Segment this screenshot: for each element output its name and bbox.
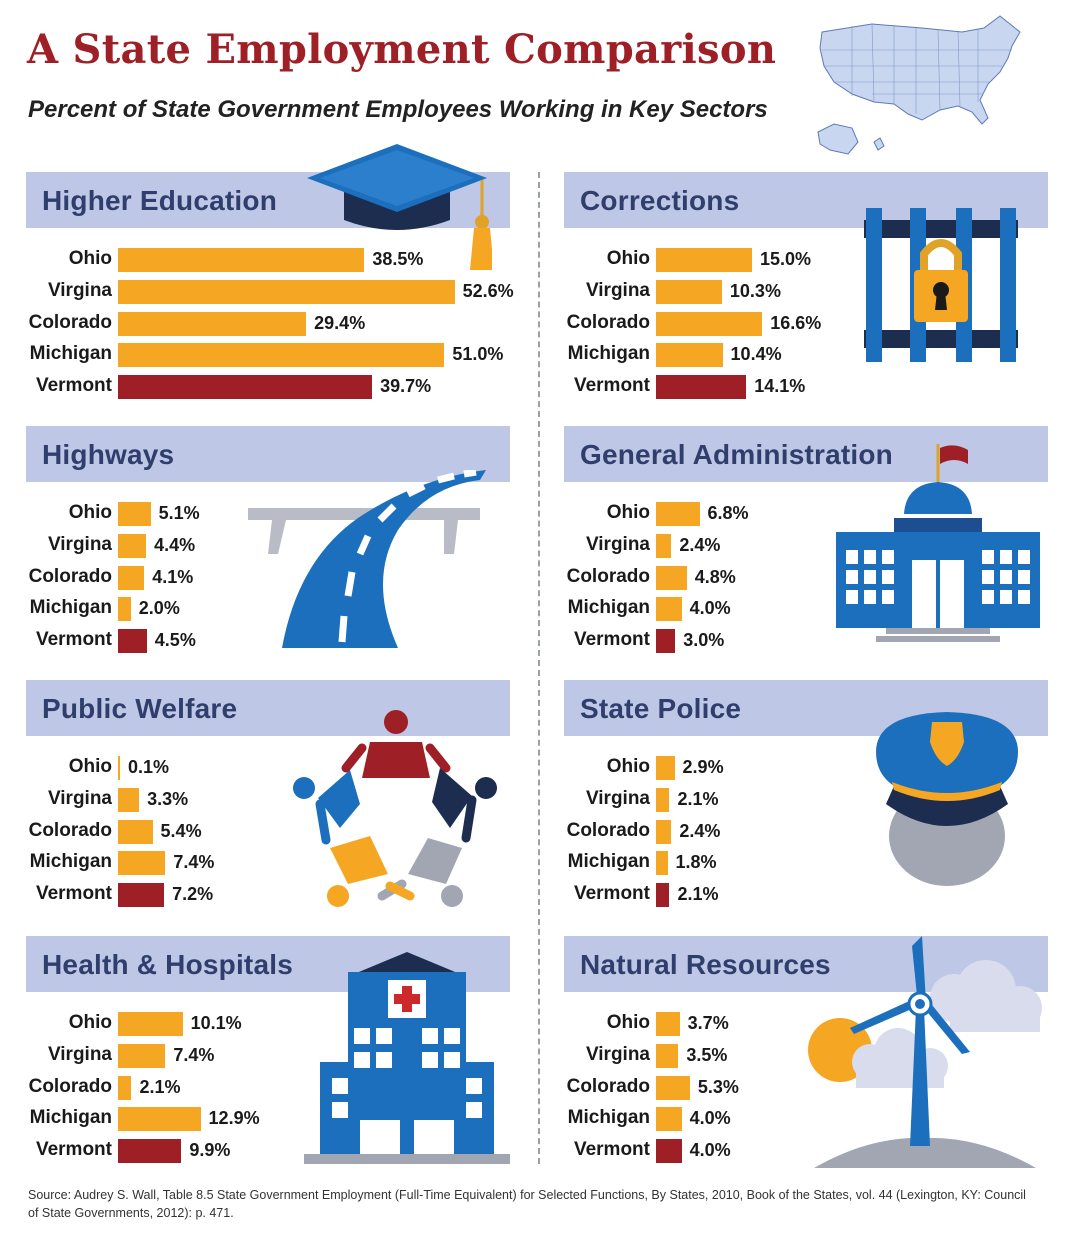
data-label: 5.4% [160, 821, 202, 841]
data-label: 3.7% [687, 1013, 729, 1033]
us-map-icon [812, 14, 1032, 164]
page-title: A State Employment Comparison [27, 26, 777, 73]
data-label: 2.4% [679, 535, 721, 555]
data-label: 4.4% [154, 535, 196, 555]
data-label: 4.8% [694, 567, 736, 587]
category-label: Colorado [566, 820, 650, 841]
bar [118, 820, 153, 844]
panel-title: Public Welfare [42, 693, 238, 724]
bar [118, 502, 151, 526]
category-label: Ohio [68, 756, 112, 777]
police-hat-icon [872, 708, 1022, 886]
bar [118, 597, 131, 621]
capitol-building-icon [836, 440, 1040, 648]
column-divider [538, 172, 540, 1164]
panel-higher-education [26, 172, 514, 404]
category-label: Michigan [29, 1107, 112, 1128]
category-label: Virgina [47, 1044, 112, 1065]
bar [656, 1012, 680, 1036]
category-label: Vermont [35, 1139, 112, 1160]
bar [118, 375, 372, 399]
category-label: Michigan [567, 343, 650, 364]
data-label: 10.4% [730, 344, 782, 364]
people-circle-icon [290, 708, 502, 912]
category-label: Vermont [35, 375, 112, 396]
bar-row [26, 276, 514, 306]
category-label: Michigan [567, 597, 650, 618]
data-label: 16.6% [770, 313, 822, 333]
graduation-cap-icon [302, 144, 492, 278]
bar [656, 312, 762, 336]
bar [656, 343, 723, 367]
panel-state-police [564, 680, 1048, 912]
category-label: Vermont [35, 883, 112, 904]
data-label: 39.7% [380, 376, 432, 396]
category-label: Colorado [566, 1076, 650, 1097]
panel-natural-resources [564, 936, 1048, 1168]
data-label: 4.0% [689, 1140, 731, 1160]
bar [118, 788, 139, 812]
panel-general-administration [564, 426, 1048, 658]
bar [118, 312, 306, 336]
bar [656, 248, 752, 272]
bar [118, 883, 164, 907]
panel-title: Higher Education [42, 185, 277, 216]
category-label: Colorado [28, 820, 112, 841]
category-label: Michigan [567, 851, 650, 872]
data-label: 2.0% [138, 598, 180, 618]
wind-turbine-icon [800, 936, 1048, 1168]
bar [656, 1044, 678, 1068]
category-label: Colorado [28, 312, 112, 333]
category-label: Ohio [68, 1012, 112, 1033]
bar [656, 597, 682, 621]
data-label: 4.5% [154, 630, 196, 650]
data-label: 38.5% [372, 249, 424, 269]
data-label: 52.6% [462, 281, 514, 301]
bar-row [26, 308, 510, 338]
data-label: 3.0% [683, 630, 725, 650]
category-label: Vermont [35, 629, 112, 650]
source-note: Source: Audrey S. Wall, Table 8.5 State Government Employment (Full-Time Equivalent) for Selected Functions, By States, 2010, Book of the States, vol. 44 (Lexington, KY: Council of State Governments, 2012): p. 471. [28, 1188, 1026, 1220]
category-label: Colorado [28, 566, 112, 587]
bar [656, 1107, 682, 1131]
category-label: Ohio [68, 248, 112, 269]
data-label: 2.9% [682, 757, 724, 777]
category-label: Colorado [566, 312, 650, 333]
bar [118, 280, 455, 304]
category-label: Virgina [585, 1044, 650, 1065]
bar [656, 756, 675, 780]
bar [656, 280, 722, 304]
category-label: Virgina [47, 534, 112, 555]
data-label: 4.1% [152, 567, 194, 587]
data-label: 3.5% [686, 1045, 728, 1065]
category-label: Vermont [573, 1139, 650, 1160]
data-label: 7.2% [172, 884, 214, 904]
category-label: Michigan [567, 1107, 650, 1128]
panel-title: Natural Resources [580, 949, 831, 980]
data-label: 29.4% [314, 313, 366, 333]
category-label: Colorado [566, 566, 650, 587]
bar [118, 1107, 201, 1131]
bar [656, 534, 671, 558]
bar-row [564, 371, 1048, 401]
category-label: Ohio [606, 502, 650, 523]
category-label: Michigan [29, 851, 112, 872]
data-label: 1.8% [675, 852, 717, 872]
bar [656, 566, 687, 590]
data-label: 4.0% [689, 1108, 731, 1128]
bar-row [26, 339, 510, 369]
bar [118, 756, 120, 780]
bar [656, 820, 671, 844]
bar [118, 534, 146, 558]
data-label: 0.1% [128, 757, 170, 777]
panel-corrections [564, 172, 1048, 404]
hospital-building-icon [304, 952, 510, 1164]
category-label: Michigan [29, 343, 112, 364]
data-label: 9.9% [189, 1140, 231, 1160]
panel-highways [26, 426, 510, 658]
category-label: Virgina [47, 788, 112, 809]
page-subtitle: Percent of State Government Employees Working in Key Sectors [28, 96, 768, 123]
bar [656, 1076, 690, 1100]
bar [118, 343, 444, 367]
panel-public-welfare [26, 680, 510, 912]
data-label: 12.9% [208, 1108, 260, 1128]
data-label: 2.1% [139, 1077, 181, 1097]
category-label: Michigan [29, 597, 112, 618]
category-label: Ohio [606, 1012, 650, 1033]
category-label: Virgina [47, 280, 112, 301]
panel-title: Highways [42, 439, 175, 470]
bar [656, 788, 669, 812]
data-label: 5.3% [697, 1077, 739, 1097]
bar [118, 566, 144, 590]
bar [656, 883, 669, 907]
category-label: Virgina [585, 534, 650, 555]
bar [118, 629, 147, 653]
highway-road-icon [248, 470, 510, 648]
panel-title: Health & Hospitals [42, 949, 293, 980]
data-label: 14.1% [754, 376, 806, 396]
bar [118, 851, 165, 875]
bar [118, 1139, 181, 1163]
category-label: Colorado [28, 1076, 112, 1097]
data-label: 4.0% [689, 598, 731, 618]
category-label: Virgina [585, 280, 650, 301]
panel-title: State Police [580, 693, 742, 724]
bar [118, 1012, 183, 1036]
bar-row [26, 371, 510, 401]
panel-title: General Administration [580, 439, 893, 470]
bar [656, 502, 700, 526]
data-label: 51.0% [452, 344, 504, 364]
jail-bars-lock-icon [864, 208, 1018, 364]
data-label: 15.0% [760, 249, 812, 269]
bar [118, 1044, 165, 1068]
bar [656, 375, 746, 399]
data-label: 3.3% [147, 789, 189, 809]
data-label: 2.1% [677, 884, 719, 904]
category-label: Ohio [68, 502, 112, 523]
bar [656, 629, 675, 653]
bar [656, 851, 668, 875]
data-label: 10.3% [729, 281, 781, 301]
bar [118, 1076, 131, 1100]
panel-health-and-hospitals [26, 936, 510, 1168]
data-label: 6.8% [707, 503, 749, 523]
data-label: 10.1% [190, 1013, 242, 1033]
category-label: Vermont [573, 375, 650, 396]
data-label: 5.1% [158, 503, 200, 523]
data-label: 7.4% [173, 1045, 215, 1065]
category-label: Ohio [606, 756, 650, 777]
category-label: Ohio [606, 248, 650, 269]
data-label: 7.4% [173, 852, 215, 872]
data-label: 2.1% [677, 789, 719, 809]
category-label: Vermont [573, 883, 650, 904]
category-label: Vermont [573, 629, 650, 650]
category-label: Virgina [585, 788, 650, 809]
data-label: 2.4% [679, 821, 721, 841]
panel-title: Corrections [580, 185, 740, 216]
bar [656, 1139, 682, 1163]
